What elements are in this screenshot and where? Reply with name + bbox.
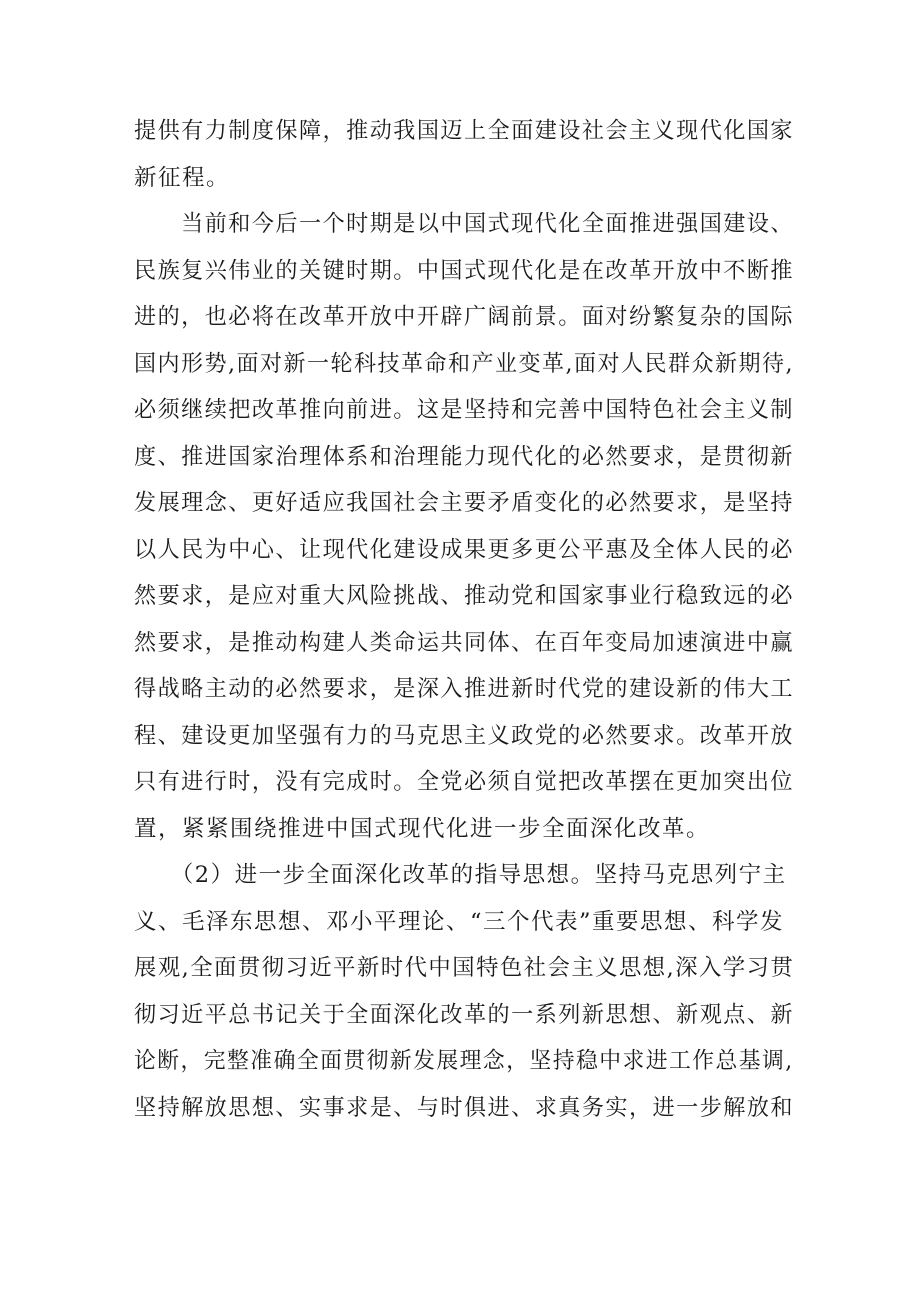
text-line: 当前和今后一个时期是以中国式现代化全面推进强国建设、 (134, 211, 794, 237)
text-line: 展观,全面贯彻习近平新时代中国特色社会主义思想,深入学习贯 (134, 955, 795, 981)
text-line: 国内形势,面对新一轮科技革命和产业变革,面对人民群众新期待, (134, 350, 794, 377)
text-line: 程、建设更加坚强有力的马克思主义政党的必然要求。改革开放 (134, 722, 794, 749)
text-line: 然要求，是推动构建人类命运共同体、在百年变局加速演进中赢 (134, 629, 794, 656)
text-line: 坚持解放思想、实事求是、与时俱进、求真务实，进一步解放和 (134, 1094, 794, 1121)
text-line: （2）进一步全面深化改革的指导思想。坚持马克思列宁主 (134, 862, 787, 888)
text-line: 新征程。 (134, 164, 231, 191)
text-line: 提供有力制度保障，推动我国迈上全面建设社会主义现代化国家 (134, 118, 794, 144)
text-line: 进的，也必将在改革开放中开辟广阔前景。面对纷繁复杂的国际 (134, 304, 794, 330)
text-line: 彻习近平总书记关于全面深化改革的一系列新思想、新观点、新 (134, 1001, 794, 1028)
text-line: 论断，完整准确全面贯彻新发展理念，坚持稳中求进工作总基调, (134, 1048, 794, 1074)
text-line: 然要求，是应对重大风险挑战、推动党和国家事业行稳致远的必 (134, 583, 794, 609)
text-line: 以人民为中心、让现代化建设成果更多更公平惠及全体人民的必 (134, 536, 794, 563)
text-line: 只有进行时，没有完成时。全党必须自觉把改革摆在更加突出位 (134, 769, 794, 795)
text-line: 民族复兴伟业的关键时期。中国式现代化是在改革开放中不断推 (134, 257, 794, 284)
text-line: 置，紧紧围绕推进中国式现代化进一步全面深化改革。 (134, 815, 711, 842)
text-line: 必须继续把改革推向前进。这是坚持和完善中国特色社会主义制 (134, 397, 794, 423)
document-body (134, 108, 794, 1131)
text-line: 义、毛泽东思想、邓小平理论、“三个代表”重要思想、科学发 (134, 908, 785, 935)
text-line: 得战略主动的必然要求，是深入推进新时代党的建设新的伟大工 (134, 676, 794, 702)
text-line: 发展理念、更好适应我国社会主要矛盾变化的必然要求，是坚持 (134, 490, 794, 516)
text-line: 度、推进国家治理体系和治理能力现代化的必然要求，是贯彻新 (134, 443, 794, 470)
